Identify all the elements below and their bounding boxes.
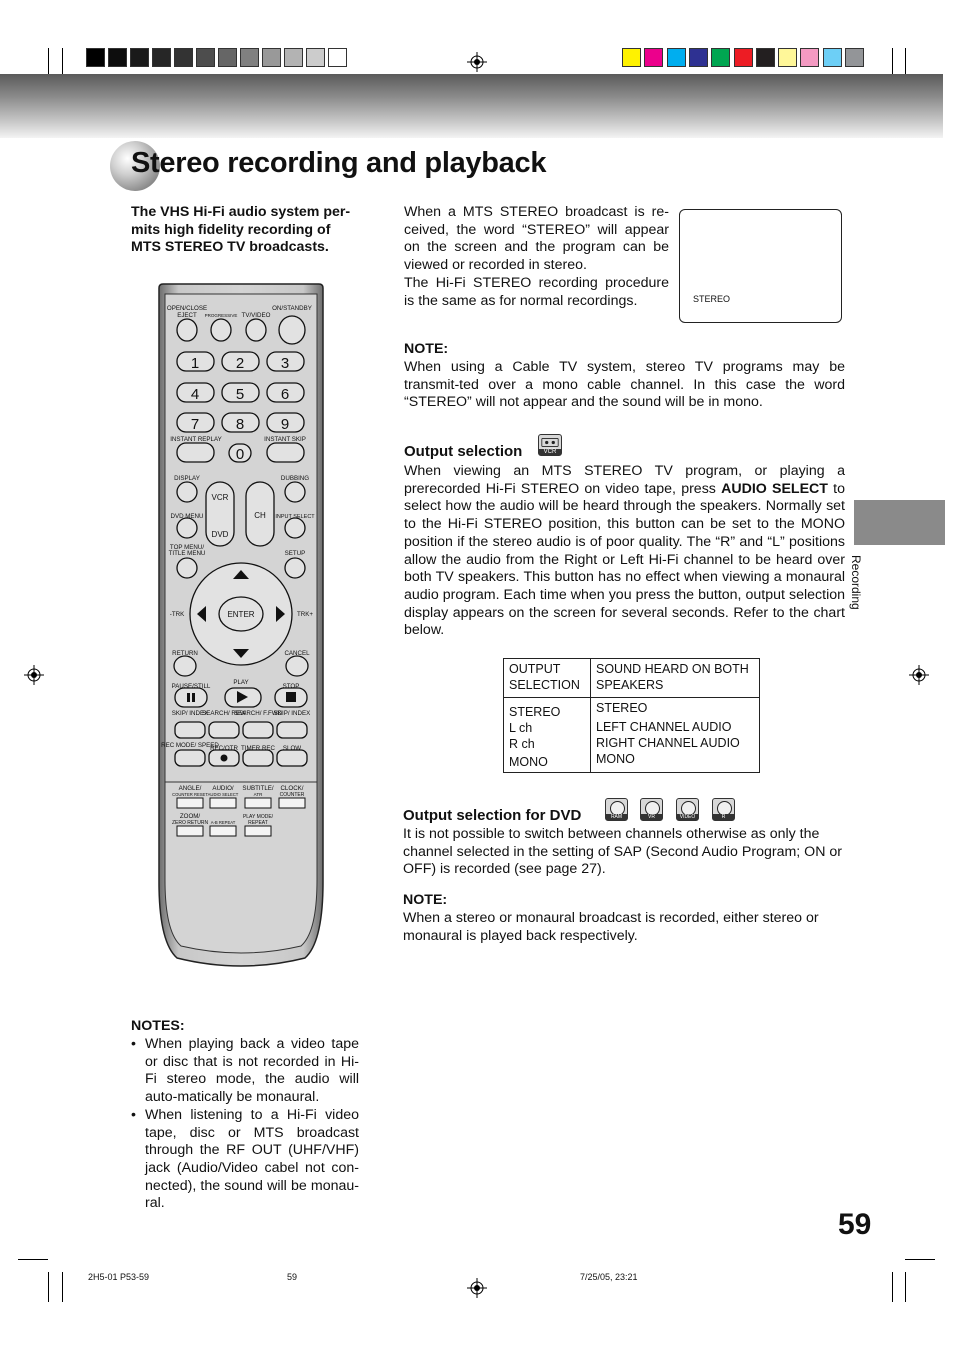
- svg-text:1: 1: [190, 355, 200, 372]
- svg-text:SKIP/ INDEX: SKIP/ INDEX: [273, 710, 311, 717]
- gray-swatch: [86, 48, 105, 67]
- dvd-output-text: It is not possible to switch between channels otherwise as only the channel selected in the setting of SAP (Second Audio Program; ON or OFF) is recorded (see page 27).: [403, 826, 843, 878]
- svg-text:DISPLAY: DISPLAY: [174, 475, 200, 482]
- svg-text:TITLE MENU: TITLE MENU: [168, 550, 206, 557]
- svg-text:6: 6: [280, 386, 290, 403]
- svg-text:CLOCK/: CLOCK/: [280, 785, 304, 792]
- color-swatch: [711, 48, 730, 67]
- color-swatch: [689, 48, 708, 67]
- svg-text:ATR: ATR: [253, 792, 263, 797]
- svg-text:REC/OTR: REC/OTR: [210, 745, 238, 752]
- color-swatch: [778, 48, 797, 67]
- dvd-r-icon: R: [712, 798, 735, 821]
- registration-mark-icon: [467, 52, 487, 72]
- svg-text:COUNTER: COUNTER: [279, 792, 305, 798]
- crop-mark: [48, 1272, 49, 1302]
- svg-text:TV/VIDEO: TV/VIDEO: [241, 312, 271, 319]
- svg-text:PROGRESSIVE: PROGRESSIVE: [204, 313, 238, 318]
- svg-text:INSTANT SKIP: INSTANT SKIP: [264, 436, 306, 443]
- svg-text:SEARCH/ REW: SEARCH/ REW: [202, 710, 246, 717]
- svg-text:4: 4: [190, 386, 200, 403]
- svg-text:DUBBING: DUBBING: [280, 475, 310, 482]
- color-swatch: [756, 48, 775, 67]
- note-item: • When listening to a Hi-Fi video tape, disc or MTS broadcast through the RF OUT (UHF/VHF) jack (Audio/Video cabel not con-nected), the sound will be monau-ral.: [131, 1106, 359, 1212]
- svg-text:PLAY MODE/: PLAY MODE/: [242, 814, 274, 820]
- svg-text:ENTER: ENTER: [227, 610, 255, 619]
- color-swatch: [845, 48, 864, 67]
- svg-text:TOP MENU/: TOP MENU/: [169, 544, 205, 551]
- svg-text:SUBTITLE/: SUBTITLE/: [242, 785, 274, 792]
- svg-text:STOP: STOP: [282, 683, 300, 690]
- crop-mark: [905, 1259, 935, 1260]
- remote-control-illustration: [155, 282, 327, 970]
- gray-swatch: [284, 48, 303, 67]
- gray-swatch: [218, 48, 237, 67]
- svg-text:CH: CH: [254, 511, 266, 520]
- gray-swatch: [328, 48, 347, 67]
- svg-text:OPEN/CLOSE: OPEN/CLOSE: [166, 305, 208, 312]
- svg-text:A-B REPEAT: A-B REPEAT: [210, 820, 236, 825]
- output-selection-heading: Output selection: [404, 443, 523, 460]
- header-band: [0, 74, 943, 138]
- svg-text:0: 0: [235, 446, 245, 463]
- dvd-vr-icon: VR: [640, 798, 663, 821]
- gray-swatch: [152, 48, 171, 67]
- color-swatch: [667, 48, 686, 67]
- color-swatch: [644, 48, 663, 67]
- dvd-output-heading: Output selection for DVD: [403, 807, 582, 824]
- tv-screen-text: STEREO: [693, 294, 731, 304]
- svg-text:SETUP: SETUP: [284, 550, 306, 557]
- crop-mark: [18, 1259, 48, 1260]
- svg-text:5: 5: [235, 386, 245, 403]
- output-selection-text: When viewing an MTS STEREO TV program, or playing a prerecorded Hi-Fi STEREO on video tape, press AUDIO SELECT to select how the audio will be heard through the speakers. Normally set to the Hi-Fi STEREO position, this button can be set to the MONO position if the stereo audio is of poor quality. The “R” and “L” positions allow the audio from the Right or Left Hi-Fi channel to be heard over both TV speakers. This button has no effect when viewing a monaural audio program. Each time when you press the button, output selection display appears on the screen for several seconds. Refer to the chart below.: [404, 463, 845, 639]
- note1-heading: NOTE:: [404, 341, 449, 357]
- output-selection-table: [503, 658, 760, 773]
- svg-text:TRK+: TRK+: [297, 611, 313, 618]
- page-title: Stereo recording and playback: [131, 147, 547, 179]
- crop-mark: [905, 1272, 906, 1302]
- svg-text:TIMER REC: TIMER REC: [240, 745, 276, 752]
- gray-swatch: [240, 48, 259, 67]
- gray-swatch: [196, 48, 215, 67]
- svg-text:COUNTER RESET: COUNTER RESET: [172, 792, 208, 797]
- svg-text:PAUSE/STILL: PAUSE/STILL: [171, 683, 211, 690]
- crop-mark: [892, 1272, 893, 1302]
- svg-text:INSTANT REPLAY: INSTANT REPLAY: [170, 436, 222, 443]
- svg-text:8: 8: [235, 416, 245, 433]
- svg-text:CANCEL: CANCEL: [284, 650, 310, 657]
- svg-text:ZERO RETURN: ZERO RETURN: [171, 820, 209, 826]
- footer-page: 59: [287, 1272, 298, 1282]
- svg-text:REC MODE/ SPEED: REC MODE/ SPEED: [161, 742, 219, 749]
- dvd-video-icon: VIDEO: [676, 798, 699, 821]
- dvd-ram-icon: RAM: [605, 798, 628, 821]
- registration-mark-icon: [909, 665, 929, 685]
- gray-swatch: [306, 48, 325, 67]
- vcr-icon: VCR: [538, 434, 562, 456]
- intro-text: The VHS Hi-Fi audio system per-mits high fidelity recording of MTS STEREO TV broadcasts.: [131, 204, 351, 256]
- gray-swatch: [108, 48, 127, 67]
- note2-heading: NOTE:: [403, 892, 448, 908]
- svg-text:DVD: DVD: [211, 530, 229, 539]
- svg-text:ON/STANDBY: ON/STANDBY: [272, 305, 312, 312]
- svg-text:AUDIO/: AUDIO/: [212, 785, 234, 792]
- registration-mark-icon: [467, 1278, 487, 1298]
- svg-text:SLOW: SLOW: [282, 745, 302, 752]
- svg-text:ANGLE/: ANGLE/: [178, 785, 202, 792]
- tv-screen-illustration: [679, 209, 842, 323]
- footer-date: 7/25/05, 23:21: [580, 1272, 638, 1282]
- table-header-row: OUTPUT SELECTION SOUND HEARD ON BOTH SPEAKERS: [504, 659, 760, 698]
- svg-text:AUDIO SELECT: AUDIO SELECT: [207, 792, 239, 797]
- svg-text:DVD MENU: DVD MENU: [170, 513, 204, 520]
- note-item: • When playing back a video tape or disc that is not recorded in Hi-Fi stereo mode, the audio will auto-matically be monaural.: [131, 1036, 359, 1106]
- note1-text: When using a Cable TV system, stereo TV programs may be transmit-ted over a mono cable channel. In this case the word “STEREO” will not appear and the sound will be in mono.: [404, 359, 845, 411]
- svg-text:PLAY: PLAY: [233, 679, 249, 686]
- svg-text:7: 7: [190, 416, 200, 433]
- svg-text:3: 3: [280, 355, 290, 372]
- svg-text:2: 2: [235, 355, 245, 372]
- stereo-intro: When a MTS STEREO broadcast is re-ceived, the word “STEREO” will appear on the screen and the program can be viewed or recorded in stereo. The Hi-Fi STEREO recording procedure is the same as for normal recordings.: [404, 204, 669, 309]
- section-tab: [854, 500, 945, 545]
- gray-swatch: [130, 48, 149, 67]
- notes-list: [131, 1036, 359, 1213]
- section-tab-label: Recording: [849, 555, 863, 610]
- svg-text:SEARCH/ F.FWD: SEARCH/ F.FWD: [233, 710, 283, 717]
- svg-text:INPUT SELECT: INPUT SELECT: [275, 514, 315, 520]
- svg-text:REPEAT: REPEAT: [248, 820, 268, 826]
- color-swatch: [800, 48, 819, 67]
- note2-text: When a stereo or monaural broadcast is recorded, either stereo or monaural is played back respectively.: [403, 910, 819, 944]
- svg-text:RETURN: RETURN: [172, 650, 198, 657]
- footer-code: 2H5-01 P53-59: [88, 1272, 150, 1282]
- svg-text:9: 9: [280, 416, 290, 433]
- svg-text:SKIP/ INDEX: SKIP/ INDEX: [171, 710, 209, 717]
- gray-swatch: [262, 48, 281, 67]
- svg-text:VCR: VCR: [211, 493, 229, 502]
- color-swatch: [622, 48, 641, 67]
- crop-mark: [62, 1272, 63, 1302]
- notes-heading: NOTES:: [131, 1018, 185, 1034]
- registration-mark-icon: [24, 665, 44, 685]
- gray-swatch: [174, 48, 193, 67]
- color-swatch: [823, 48, 842, 67]
- page-number: 59: [838, 1208, 872, 1241]
- color-swatch: [734, 48, 753, 67]
- table-row: STEREO L ch R ch MONO STEREO LEFT CHANNEL AUDIO RIGHT CHANNEL AUDIO MONO: [504, 698, 760, 773]
- svg-text:ZOOM/: ZOOM/: [179, 813, 201, 820]
- svg-text:-TRK: -TRK: [169, 611, 185, 618]
- svg-text:EJECT: EJECT: [177, 312, 197, 319]
